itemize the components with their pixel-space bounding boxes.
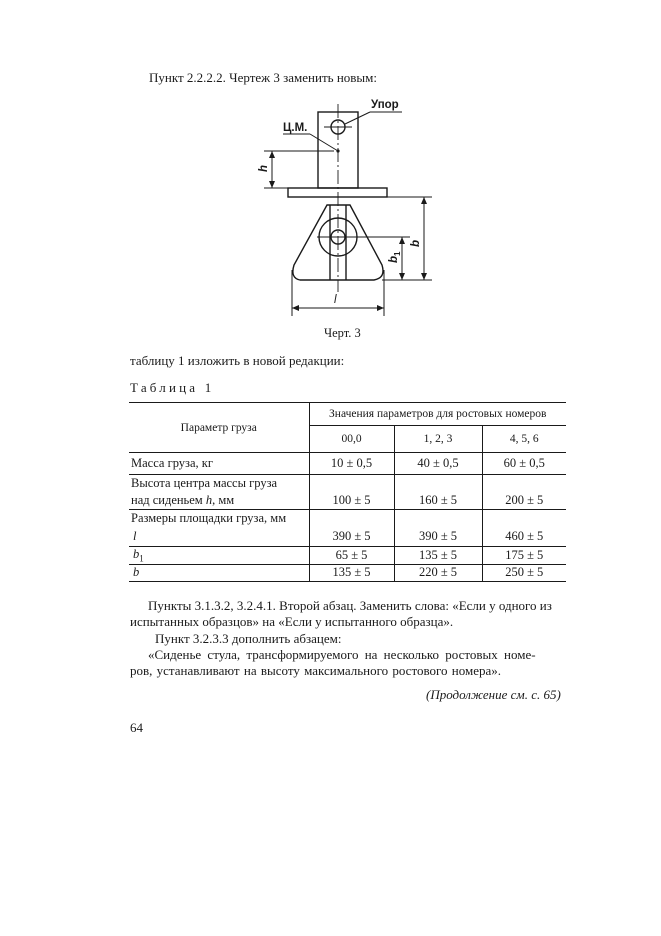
table-cell: 135 ± 5 (394, 547, 482, 565)
page-number: 64 (130, 720, 143, 735)
table-row (129, 528, 566, 547)
table-cell: 100 ± 5 (309, 492, 394, 510)
intro-line: Пункт 2.2.2.2. Чертеж 3 заменить новым: (149, 70, 377, 85)
paragraph-3-line-1: «Сиденье стула, трансформируемого на несколько ростовых номе- (148, 647, 536, 662)
table-cell: 250 ± 5 (482, 564, 566, 581)
table-cell: 390 ± 5 (309, 528, 394, 547)
row-label: b (129, 564, 309, 581)
drawing-3 (0, 0, 661, 340)
horizontal-plate (288, 188, 387, 197)
param-header: Параметр груза (129, 403, 309, 453)
table-caption: Таблица 1 (130, 380, 215, 395)
table-cell: 175 ± 5 (482, 547, 566, 565)
table-cell: 10 ± 0,5 (309, 453, 394, 475)
table-cell: 65 ± 5 (309, 547, 394, 565)
values-header: Значения параметров для ростовых номеров (309, 403, 566, 426)
row-label: $b_1$ (129, 547, 309, 565)
row-label: над сиденьем h, мм (131, 492, 235, 507)
table-cell: 60 ± 0,5 (482, 453, 566, 475)
table-cell: 135 ± 5 (309, 564, 394, 581)
table-row (129, 453, 566, 475)
paragraph-1-line-1: Пункты 3.1.3.2, 3.2.4.1. Второй абзац. Заменить слова: «Если у одного из (148, 598, 552, 613)
table-cell: 220 ± 5 (394, 564, 482, 581)
continuation-note: (Продолжение см. с. 65) (426, 687, 561, 702)
figure-caption: Черт. 3 (324, 326, 361, 340)
table-row (129, 510, 566, 528)
row-label: Размеры площадки груза, мм (129, 510, 309, 528)
table-row (129, 475, 566, 492)
table-cell: 390 ± 5 (394, 528, 482, 547)
dim-b1: b (388, 255, 400, 263)
paragraph-3-line-2: ров, устанавливают на высоту максимального ростового номера». (130, 663, 501, 678)
dim-b: b (410, 239, 422, 247)
row-label: Высота центра массы груза (129, 475, 309, 492)
dim-h: h (258, 164, 270, 172)
row-label: l (129, 528, 309, 547)
label-cm: Ц.М. (283, 122, 308, 134)
table-1 (129, 402, 566, 582)
table-row (129, 564, 566, 581)
table-cell: 40 ± 0,5 (394, 453, 482, 475)
table-cell: 460 ± 5 (482, 528, 566, 547)
label-stop: Упор (371, 99, 399, 111)
table-row (129, 547, 566, 565)
table-row (129, 492, 566, 510)
group-header: 4, 5, 6 (482, 426, 566, 453)
paragraph-2: Пункт 3.2.3.3 дополнить абзацем: (155, 631, 342, 646)
group-header: 00,0 (309, 426, 394, 453)
dim-b1-sub: 1 (393, 251, 402, 256)
table-cell: 200 ± 5 (482, 492, 566, 510)
row-label: Масса груза, кг (131, 456, 213, 470)
table-intro: таблицу 1 изложить в новой редакции: (130, 353, 345, 368)
paragraph-1-line-2: испытанных образцов» на «Если у испытанного образца». (130, 614, 454, 629)
group-header: 1, 2, 3 (394, 426, 482, 453)
dim-l: l (334, 294, 337, 306)
table-cell: 160 ± 5 (394, 492, 482, 510)
